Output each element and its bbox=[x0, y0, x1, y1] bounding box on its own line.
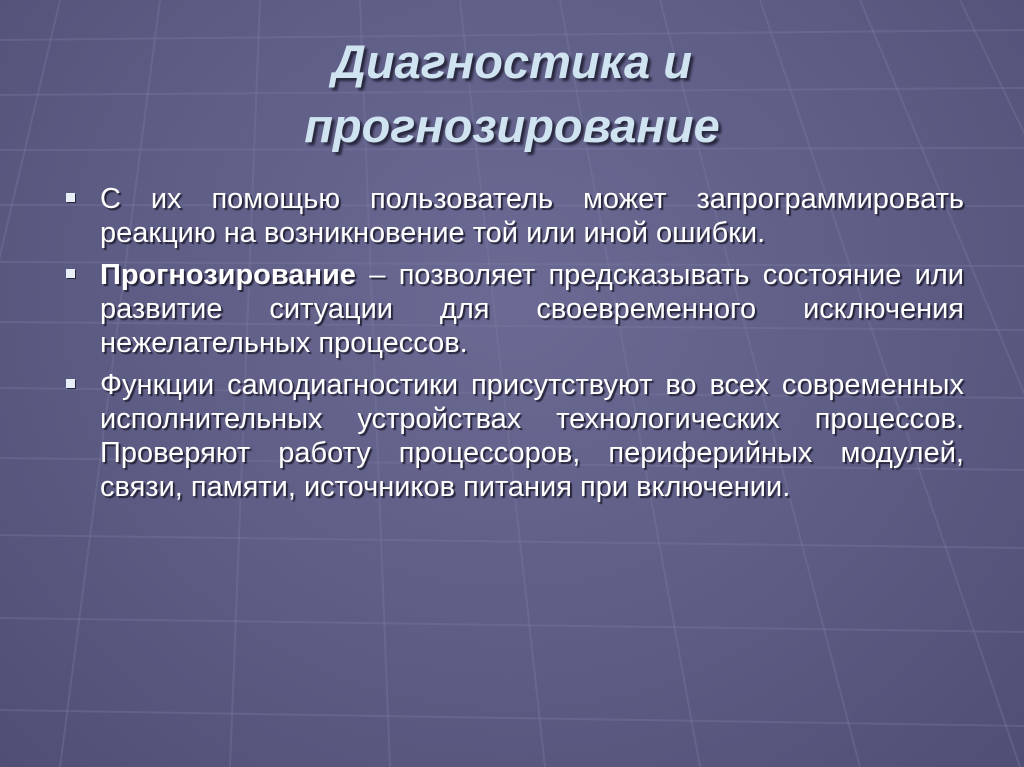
bullet-2-text: – позволяет предсказывать состояние или развитие ситуации для своевременного исключения нежелательных процессов. bbox=[100, 259, 964, 359]
bullet-item-1 bbox=[66, 182, 964, 250]
title-line-2: прогнозирование bbox=[304, 99, 720, 152]
slide-title bbox=[0, 30, 1024, 158]
bullet-list bbox=[66, 182, 964, 512]
title-line-1: Диагностика и bbox=[332, 35, 692, 88]
bullet-2-bold: Прогнозирование bbox=[100, 259, 356, 291]
square-bullet-icon bbox=[66, 379, 75, 388]
square-bullet-icon bbox=[66, 193, 75, 202]
bullet-item-2 bbox=[66, 258, 964, 360]
bullet-1-text: С их помощью пользователь может запрограммировать реакцию на возникновение той или иной ошибки. bbox=[100, 183, 964, 249]
bullet-item-3 bbox=[66, 368, 964, 504]
square-bullet-icon bbox=[66, 269, 75, 278]
bullet-3-text: Функции самодиагностики присутствуют во всех современных исполнительных устройствах технологических процессов. Проверяют работу процессоров, периферийных модулей, связи, памяти, источников питания при включении. bbox=[100, 369, 964, 503]
